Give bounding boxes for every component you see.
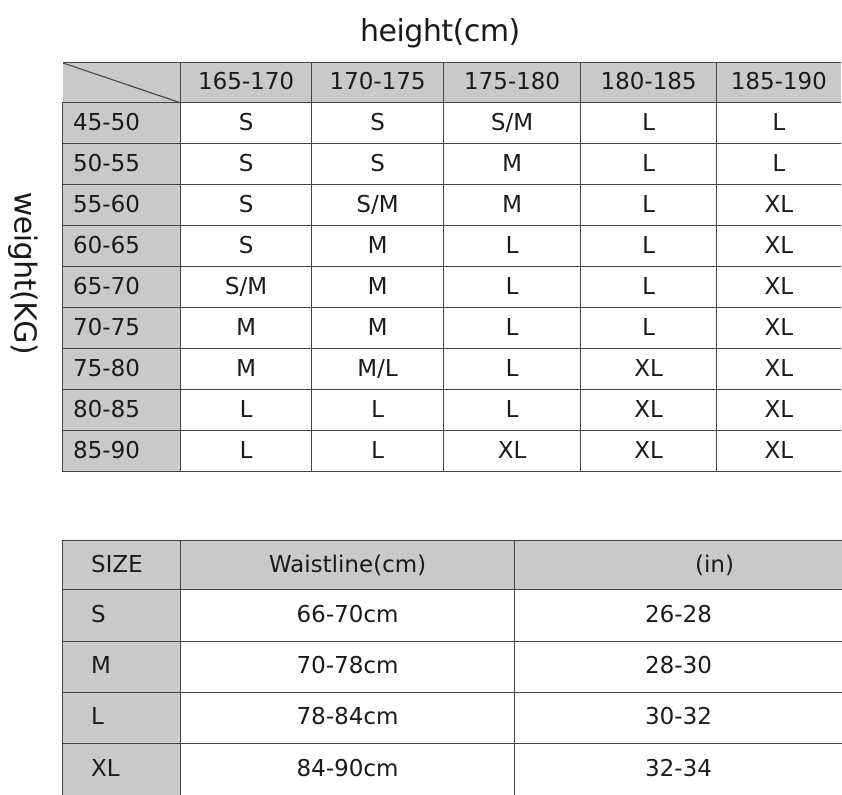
size-chart-header-row: [63, 63, 841, 103]
waistline-in-value: 32-34: [645, 756, 712, 783]
weight-label: 85-90: [63, 431, 181, 472]
size-cell: S: [181, 226, 312, 267]
size-cell: S: [181, 144, 312, 185]
size-cell: L: [717, 144, 841, 185]
size-label: S: [63, 590, 181, 641]
size-cell: M: [312, 308, 444, 349]
size-cell: M: [444, 144, 581, 185]
size-cell: XL: [581, 431, 717, 472]
size-cell: L: [581, 308, 717, 349]
size-cell: M/L: [312, 349, 444, 390]
table-row: [63, 744, 842, 795]
size-chart-table: [62, 62, 841, 472]
height-header-5: 185-190: [717, 63, 841, 103]
waistline-in-value: 30-32: [515, 692, 842, 743]
waistline-in-header: (in): [515, 541, 842, 590]
size-cell: XL: [717, 390, 841, 431]
size-cell: L: [444, 349, 581, 390]
table-row: [63, 308, 841, 349]
size-cell: S: [312, 144, 444, 185]
diagonal-divider: [63, 63, 181, 103]
table-row: [63, 641, 842, 692]
size-cell: L: [444, 267, 581, 308]
size-cell: L: [312, 431, 444, 472]
size-cell: L: [444, 308, 581, 349]
height-axis-title: height(cm): [360, 14, 520, 49]
size-cell: XL: [717, 431, 841, 472]
size-cell: S: [181, 185, 312, 226]
waistline-header-row: [63, 541, 842, 590]
size-label: L: [63, 692, 181, 743]
waistline-table: [62, 540, 842, 795]
size-cell: XL: [581, 349, 717, 390]
size-cell: XL: [717, 267, 841, 308]
size-cell: M: [444, 185, 581, 226]
size-cell: XL: [717, 308, 841, 349]
size-cell: XL: [717, 349, 841, 390]
height-header-2: 170-175: [312, 63, 444, 103]
waistline-cm-header: Waistline(cm): [181, 541, 515, 590]
size-cell: L: [581, 226, 717, 267]
waistline-cm-value: 84-90cm: [181, 744, 515, 795]
size-cell: L: [581, 267, 717, 308]
table-row: [63, 226, 841, 267]
size-cell: XL: [581, 390, 717, 431]
table-row: [63, 349, 841, 390]
size-cell: XL: [444, 431, 581, 472]
table-row: [63, 144, 841, 185]
size-cell: S/M: [181, 267, 312, 308]
height-header-1: 165-170: [181, 63, 312, 103]
weight-label: 50-55: [63, 144, 181, 185]
weight-axis-title: weight(KG): [6, 191, 42, 355]
size-cell: L: [444, 390, 581, 431]
size-cell: S/M: [444, 103, 581, 144]
size-cell: L: [581, 144, 717, 185]
size-cell: XL: [717, 185, 841, 226]
size-label: XL: [63, 744, 181, 795]
table-row: [63, 267, 841, 308]
size-cell: L: [444, 226, 581, 267]
table-row: [63, 431, 841, 472]
size-cell: M: [312, 267, 444, 308]
waistline-in-value: 26-28: [515, 590, 842, 641]
height-header-3: 175-180: [444, 63, 581, 103]
size-cell: L: [181, 431, 312, 472]
height-header-4: 180-185: [581, 63, 717, 103]
waistline-cm-value: 78-84cm: [181, 692, 515, 743]
size-cell: M: [181, 308, 312, 349]
weight-label: 60-65: [63, 226, 181, 267]
size-cell: L: [181, 390, 312, 431]
size-cell: S: [312, 103, 444, 144]
weight-label: 45-50: [63, 103, 181, 144]
waistline-in-value: 28-30: [515, 641, 842, 692]
size-cell: L: [581, 103, 717, 144]
table-row: [63, 692, 842, 743]
size-cell: L: [312, 390, 444, 431]
weight-label: 75-80: [63, 349, 181, 390]
weight-label: 80-85: [63, 390, 181, 431]
size-header: SIZE: [63, 541, 181, 590]
weight-label: 65-70: [63, 267, 181, 308]
table-row: [63, 185, 841, 226]
table-row: [63, 103, 841, 144]
table-row: [63, 590, 842, 641]
corner-cell: [63, 63, 181, 103]
size-cell: S: [181, 103, 312, 144]
weight-label: 70-75: [63, 308, 181, 349]
weight-label: 55-60: [63, 185, 181, 226]
size-cell: L: [717, 103, 841, 144]
table-row: [63, 390, 841, 431]
waistline-cm-value: 70-78cm: [181, 641, 515, 692]
size-cell: M: [312, 226, 444, 267]
size-cell: XL: [717, 226, 841, 267]
waistline-cm-value: 66-70cm: [181, 590, 515, 641]
size-label: M: [63, 641, 181, 692]
size-cell: L: [581, 185, 717, 226]
size-cell: M: [181, 349, 312, 390]
size-cell: S/M: [312, 185, 444, 226]
